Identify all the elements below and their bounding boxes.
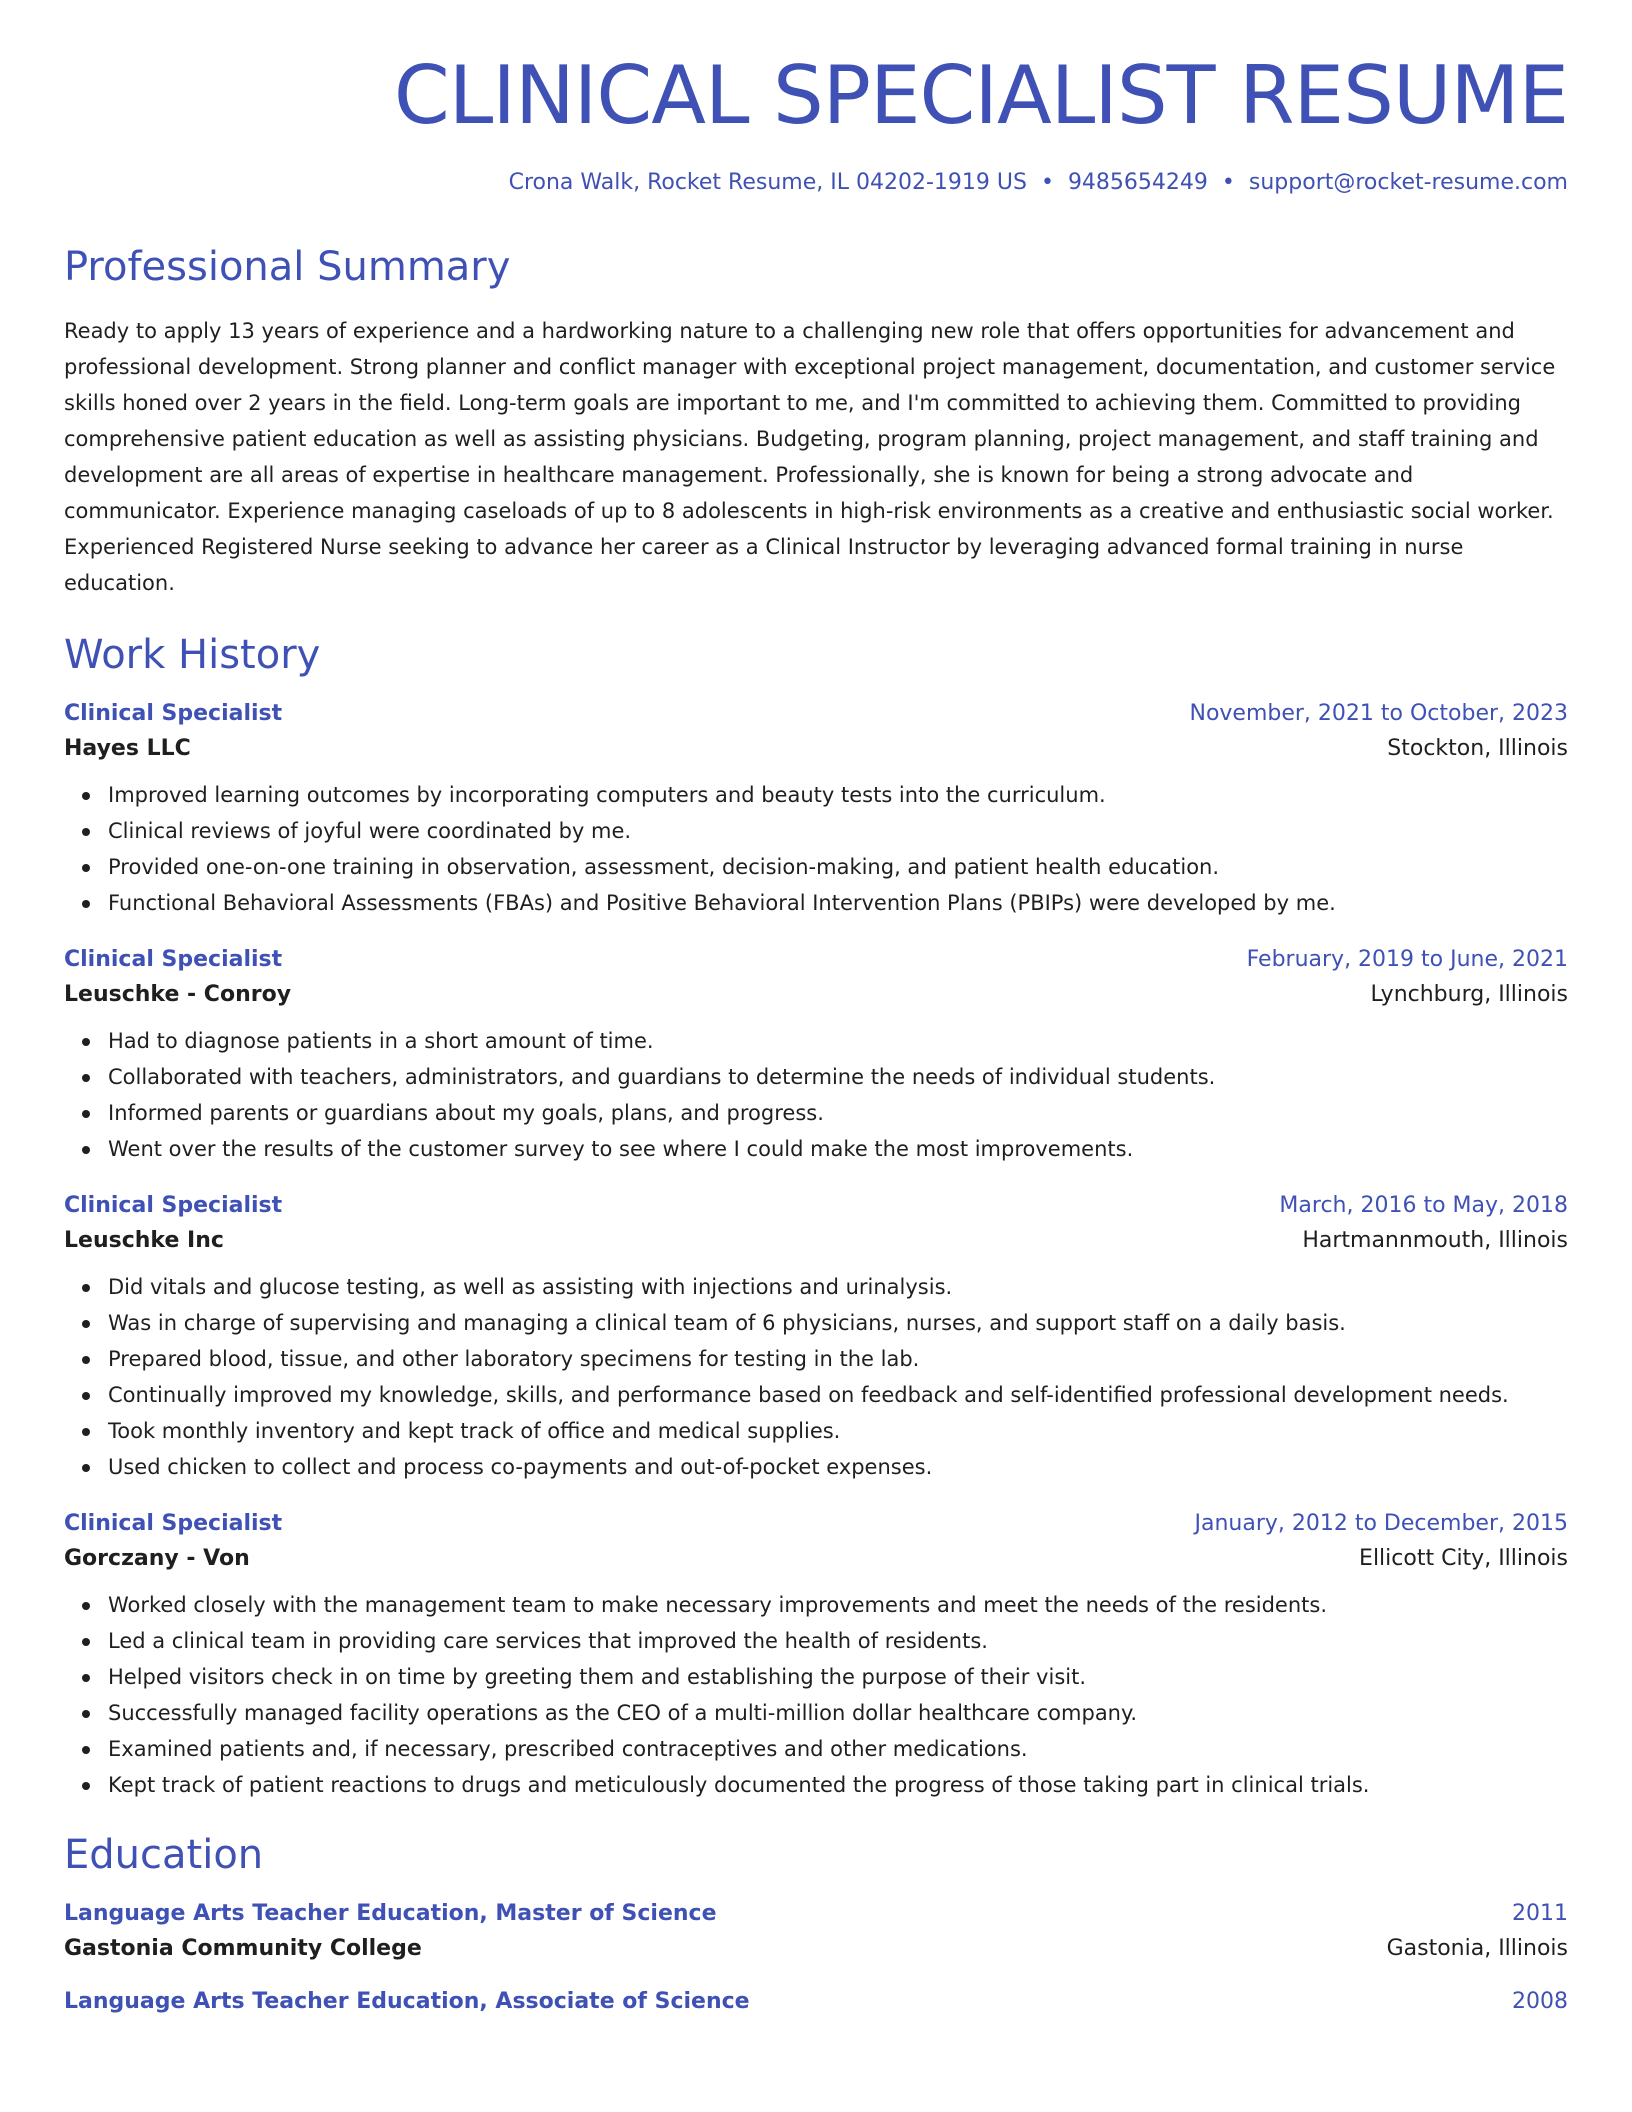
- job-entry: [64, 1193, 1568, 1485]
- bullet-item: Examined patients and, if necessary, prescribed contraceptives and other medications.: [108, 1731, 1568, 1767]
- section-heading-education: Education: [64, 1832, 264, 1878]
- bullet-item: Informed parents or guardians about my goals, plans, and progress.: [108, 1095, 1568, 1131]
- job-location: Stockton, Illinois: [1387, 736, 1568, 761]
- job-entry: [64, 701, 1568, 921]
- bullet-item: Continually improved my knowledge, skills, and performance based on feedback and self-identified professional development needs.: [108, 1377, 1568, 1413]
- professional-summary-section: [64, 243, 1568, 601]
- resume-header: [64, 0, 1568, 195]
- job-title: Clinical Specialist: [64, 947, 283, 972]
- resume-page: [64, 0, 1568, 2014]
- contact-line: [64, 170, 1568, 195]
- bullet-item: Successfully managed facility operations as the CEO of a multi-million dollar healthcare company.: [108, 1695, 1568, 1731]
- contact-phone: 9485654249: [1067, 170, 1208, 195]
- bullet-item: Worked closely with the management team to make necessary improvements and meet the needs of the residents.: [108, 1587, 1568, 1623]
- job-company: Gorczany - Von: [64, 1546, 250, 1571]
- bullet-item: Provided one-on-one training in observation, assessment, decision-making, and patient health education.: [108, 849, 1568, 885]
- education-entry: [64, 1901, 1568, 1961]
- bullet-item: Kept track of patient reactions to drugs and meticulously documented the progress of those taking part in clinical trials.: [108, 1767, 1568, 1803]
- contact-address: Crona Walk, Rocket Resume, IL 04202-1919 US: [508, 170, 1027, 195]
- bullet-item: Prepared blood, tissue, and other laboratory specimens for testing in the lab.: [108, 1341, 1568, 1377]
- section-heading-summary: Professional Summary: [64, 244, 511, 290]
- school-location: Gastonia, Illinois: [1386, 1936, 1568, 1961]
- degree-year: 2008: [1512, 1989, 1568, 2014]
- job-dates: February, 2019 to June, 2021: [1246, 947, 1568, 972]
- contact-separator: •: [1040, 170, 1054, 195]
- section-heading-work: Work History: [64, 632, 321, 678]
- school-name: Gastonia Community College: [64, 1936, 422, 1961]
- education-entry: [64, 1989, 1568, 2014]
- job-bullets: [64, 1587, 1568, 1803]
- bullet-item: Functional Behavioral Assessments (FBAs) and Positive Behavioral Intervention Plans (PBIPs) were developed by me.: [108, 885, 1568, 921]
- job-bullets: [64, 777, 1568, 921]
- job-company: Leuschke Inc: [64, 1228, 224, 1253]
- degree-title: Language Arts Teacher Education, Master of Science: [64, 1901, 717, 1926]
- job-title: Clinical Specialist: [64, 1193, 283, 1218]
- degree-year: 2011: [1512, 1901, 1568, 1926]
- job-title: Clinical Specialist: [64, 1511, 283, 1536]
- bullet-item: Improved learning outcomes by incorporating computers and beauty tests into the curriculum.: [108, 777, 1568, 813]
- job-title: Clinical Specialist: [64, 701, 283, 726]
- bullet-item: Took monthly inventory and kept track of office and medical supplies.: [108, 1413, 1568, 1449]
- job-entry: [64, 1511, 1568, 1803]
- job-bullets: [64, 1023, 1568, 1167]
- contact-separator: •: [1221, 170, 1235, 195]
- job-dates: January, 2012 to December, 2015: [1194, 1511, 1568, 1536]
- bullet-item: Collaborated with teachers, administrators, and guardians to determine the needs of individual students.: [108, 1059, 1568, 1095]
- job-company: Hayes LLC: [64, 736, 191, 761]
- work-history-section: [64, 631, 1568, 1803]
- document-title: CLINICAL SPECIALIST RESUME: [393, 49, 1568, 142]
- bullet-item: Went over the results of the customer survey to see where I could make the most improvements.: [108, 1131, 1568, 1167]
- job-dates: March, 2016 to May, 2018: [1279, 1193, 1568, 1218]
- contact-email[interactable]: support@rocket-resume.com: [1248, 170, 1568, 195]
- summary-text: Ready to apply 13 years of experience and a hardworking nature to a challenging new role that offers opportunities for advancement and professional development. Strong planner and conflict manager with exceptional project management, documentation, and customer service skills honed over 2 years in the field. Long-term goals are important to me, and I'm committed to achieving them. Committed to providing comprehensive patient education as well as assisting physicians. Budgeting, program planning, project management, and staff training and development are all areas of expertise in healthcare management. Professionally, she is known for being a strong advocate and communicator. Experience managing caseloads of up to 8 adolescents in high-risk environments as a creative and enthusiastic social worker. Experienced Registered Nurse seeking to advance her career as a Clinical Instructor by leveraging advanced formal training in nurse education.: [64, 319, 1556, 595]
- bullet-item: Helped visitors check in on time by greeting them and establishing the purpose of their visit.: [108, 1659, 1568, 1695]
- job-bullets: [64, 1269, 1568, 1485]
- bullet-item: Clinical reviews of joyful were coordinated by me.: [108, 813, 1568, 849]
- degree-title: Language Arts Teacher Education, Associate of Science: [64, 1989, 750, 2014]
- job-location: Hartmannmouth, Illinois: [1302, 1228, 1568, 1253]
- bullet-item: Did vitals and glucose testing, as well as assisting with injections and urinalysis.: [108, 1269, 1568, 1305]
- job-location: Ellicott City, Illinois: [1359, 1546, 1568, 1571]
- job-entry: [64, 947, 1568, 1167]
- bullet-item: Led a clinical team in providing care services that improved the health of residents.: [108, 1623, 1568, 1659]
- job-dates: November, 2021 to October, 2023: [1189, 701, 1568, 726]
- bullet-item: Used chicken to collect and process co-payments and out-of-pocket expenses.: [108, 1449, 1568, 1485]
- bullet-item: Had to diagnose patients in a short amount of time.: [108, 1023, 1568, 1059]
- education-section: [64, 1831, 1568, 2014]
- bullet-item: Was in charge of supervising and managing a clinical team of 6 physicians, nurses, and support staff on a daily basis.: [108, 1305, 1568, 1341]
- job-company: Leuschke - Conroy: [64, 982, 292, 1007]
- job-location: Lynchburg, Illinois: [1370, 982, 1568, 1007]
